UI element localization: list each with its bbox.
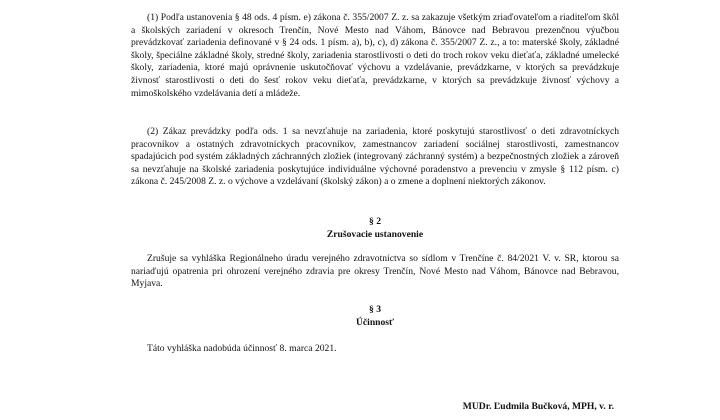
section-2-title: Zrušovacie ustanovenie [326, 229, 424, 240]
signature: MUDr. Ľudmila Bučková, MPH, v. r. [462, 401, 614, 412]
section-2-text: Zrušuje sa vyhláška Regionálneho úradu verejného zdravotníctva so sídlom v Trenčíne č. 84/2021 V. v. SR, ktorou sa nariaďujú opatrenia pri ohrození verejného zdravia pre okresy Trenčín, Nové Mesto nad Váhom, Bánovce nad Bebravou, Myjava. [131, 253, 619, 290]
section-3-text: Táto vyhláška nadobúda účinnosť 8. marca 2021. [147, 343, 337, 354]
paragraph-2: (2) Zákaz prevádzky podľa ods. 1 sa nevzťahuje na zariadenia, ktoré poskytujú starostlivosť o deti zdravotníckych pracovníkov a ostatných zdravotníckych pracovníkov, zamestnancov zariadení sociálnej starostlivosti, zamestnancov spadajúcich pod systém základných záchranných zložiek (integrovaný záchranný systém) a bezpečnostných zložiek a zároveň sa nevzťahuje na školské zariadenia poskytujúce individuálne výchovné poradenstvo a prevenciu v zmysle § 112 písm. c) zákona č. 245/2008 Z. z. o výchove a vzdelávaní (školský zákon) a o zmene a doplnení niektorých zákonov. [131, 126, 619, 188]
section-2-number: § 2 [369, 216, 381, 227]
paragraph-1: (1) Podľa ustanovenia § 48 ods. 4 písm. e) zákona č. 355/2007 Z. z. sa zakazuje všetkým zriaďovateľom a riaditeľom škôl a školských zariadení v okresoch Trenčín, Nové Mesto nad Váhom, Bánovce nad Bebravou prezenčnou výučbou prevádzkovať zariadenia definované v § 24 ods. 1 písm. a), b), c), d) zákona č. 355/2007 Z. z., a to: materské školy, základné školy, špeciálne základné školy, stredné školy, zariadenia starostlivosti o deti do troch rokov veku dieťaťa, základné umelecké školy, zariadenia, ktoré majú oprávnenie uskutočňovať výchovu a vzdelávanie, prevádzkarne, v ktorých sa prevádzkuje živnosť starostlivosti o deti do šesť rokov veku dieťaťa, prevádzkarne, v ktorých sa prevádzkuje živnosť výchovy a mimoškolského vzdelávania detí a mládeže. [131, 12, 619, 99]
section-3-title: Účinnosť [355, 317, 395, 328]
section-3-number: § 3 [369, 304, 381, 315]
